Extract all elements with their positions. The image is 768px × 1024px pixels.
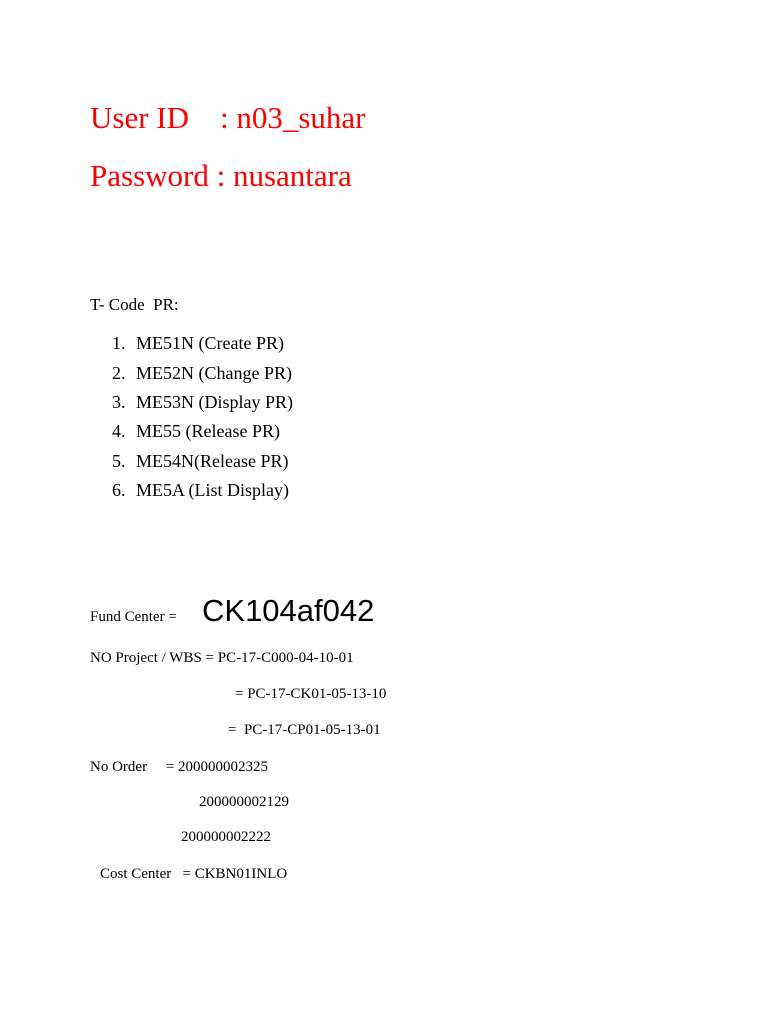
password-line: [90, 160, 352, 191]
list-item-number: 2.: [112, 363, 126, 383]
cost-center-label: Cost Center =: [100, 866, 195, 882]
wbs-value: PC-17-C000-04-10-01: [217, 650, 354, 666]
wbs-line: [90, 651, 354, 666]
list-item-text: ME52N (Change PR): [136, 363, 292, 383]
cost-center-value: CKBN01INLO: [194, 866, 288, 882]
order-value: 200000002222: [181, 829, 271, 845]
fund-center-label: Fund Center =: [90, 609, 181, 625]
password-label: Password :: [90, 158, 233, 193]
order-value: 200000002325: [178, 759, 269, 775]
list-item: [112, 393, 293, 411]
list-item-number: 6.: [112, 480, 126, 500]
list-item: [112, 422, 280, 440]
cost-center-line: [100, 867, 287, 882]
user-id-line: [90, 102, 366, 133]
list-item: [112, 452, 288, 470]
wbs-label: NO Project / WBS =: [90, 650, 218, 666]
order-label: No Order =: [90, 759, 179, 775]
list-item: [112, 364, 292, 382]
password-value: nusantara: [232, 158, 352, 193]
tcode-heading: T- Code PR:: [90, 295, 179, 314]
list-item: [112, 481, 289, 499]
fund-center-value: CK104af042: [202, 593, 375, 628]
order-value: 200000002129: [199, 794, 289, 810]
wbs-value: = PC-17-CP01-05-13-01: [228, 722, 381, 738]
list-item-text: ME51N (Create PR): [136, 333, 284, 353]
list-item-number: 3.: [112, 392, 126, 412]
wbs-value: = PC-17-CK01-05-13-10: [235, 686, 387, 702]
order-line: [90, 760, 268, 775]
list-item-number: 1.: [112, 333, 126, 353]
list-item-text: ME53N (Display PR): [136, 392, 293, 412]
list-item-text: ME5A (List Display): [136, 480, 289, 500]
user-id-value: n03_suhar: [236, 100, 366, 135]
list-item-number: 4.: [112, 421, 126, 441]
list-item-text: ME55 (Release PR): [136, 421, 280, 441]
list-item: [112, 334, 284, 352]
user-id-label: User ID :: [90, 100, 237, 135]
list-item-text: ME54N(Release PR): [136, 451, 289, 471]
list-item-number: 5.: [112, 451, 126, 471]
